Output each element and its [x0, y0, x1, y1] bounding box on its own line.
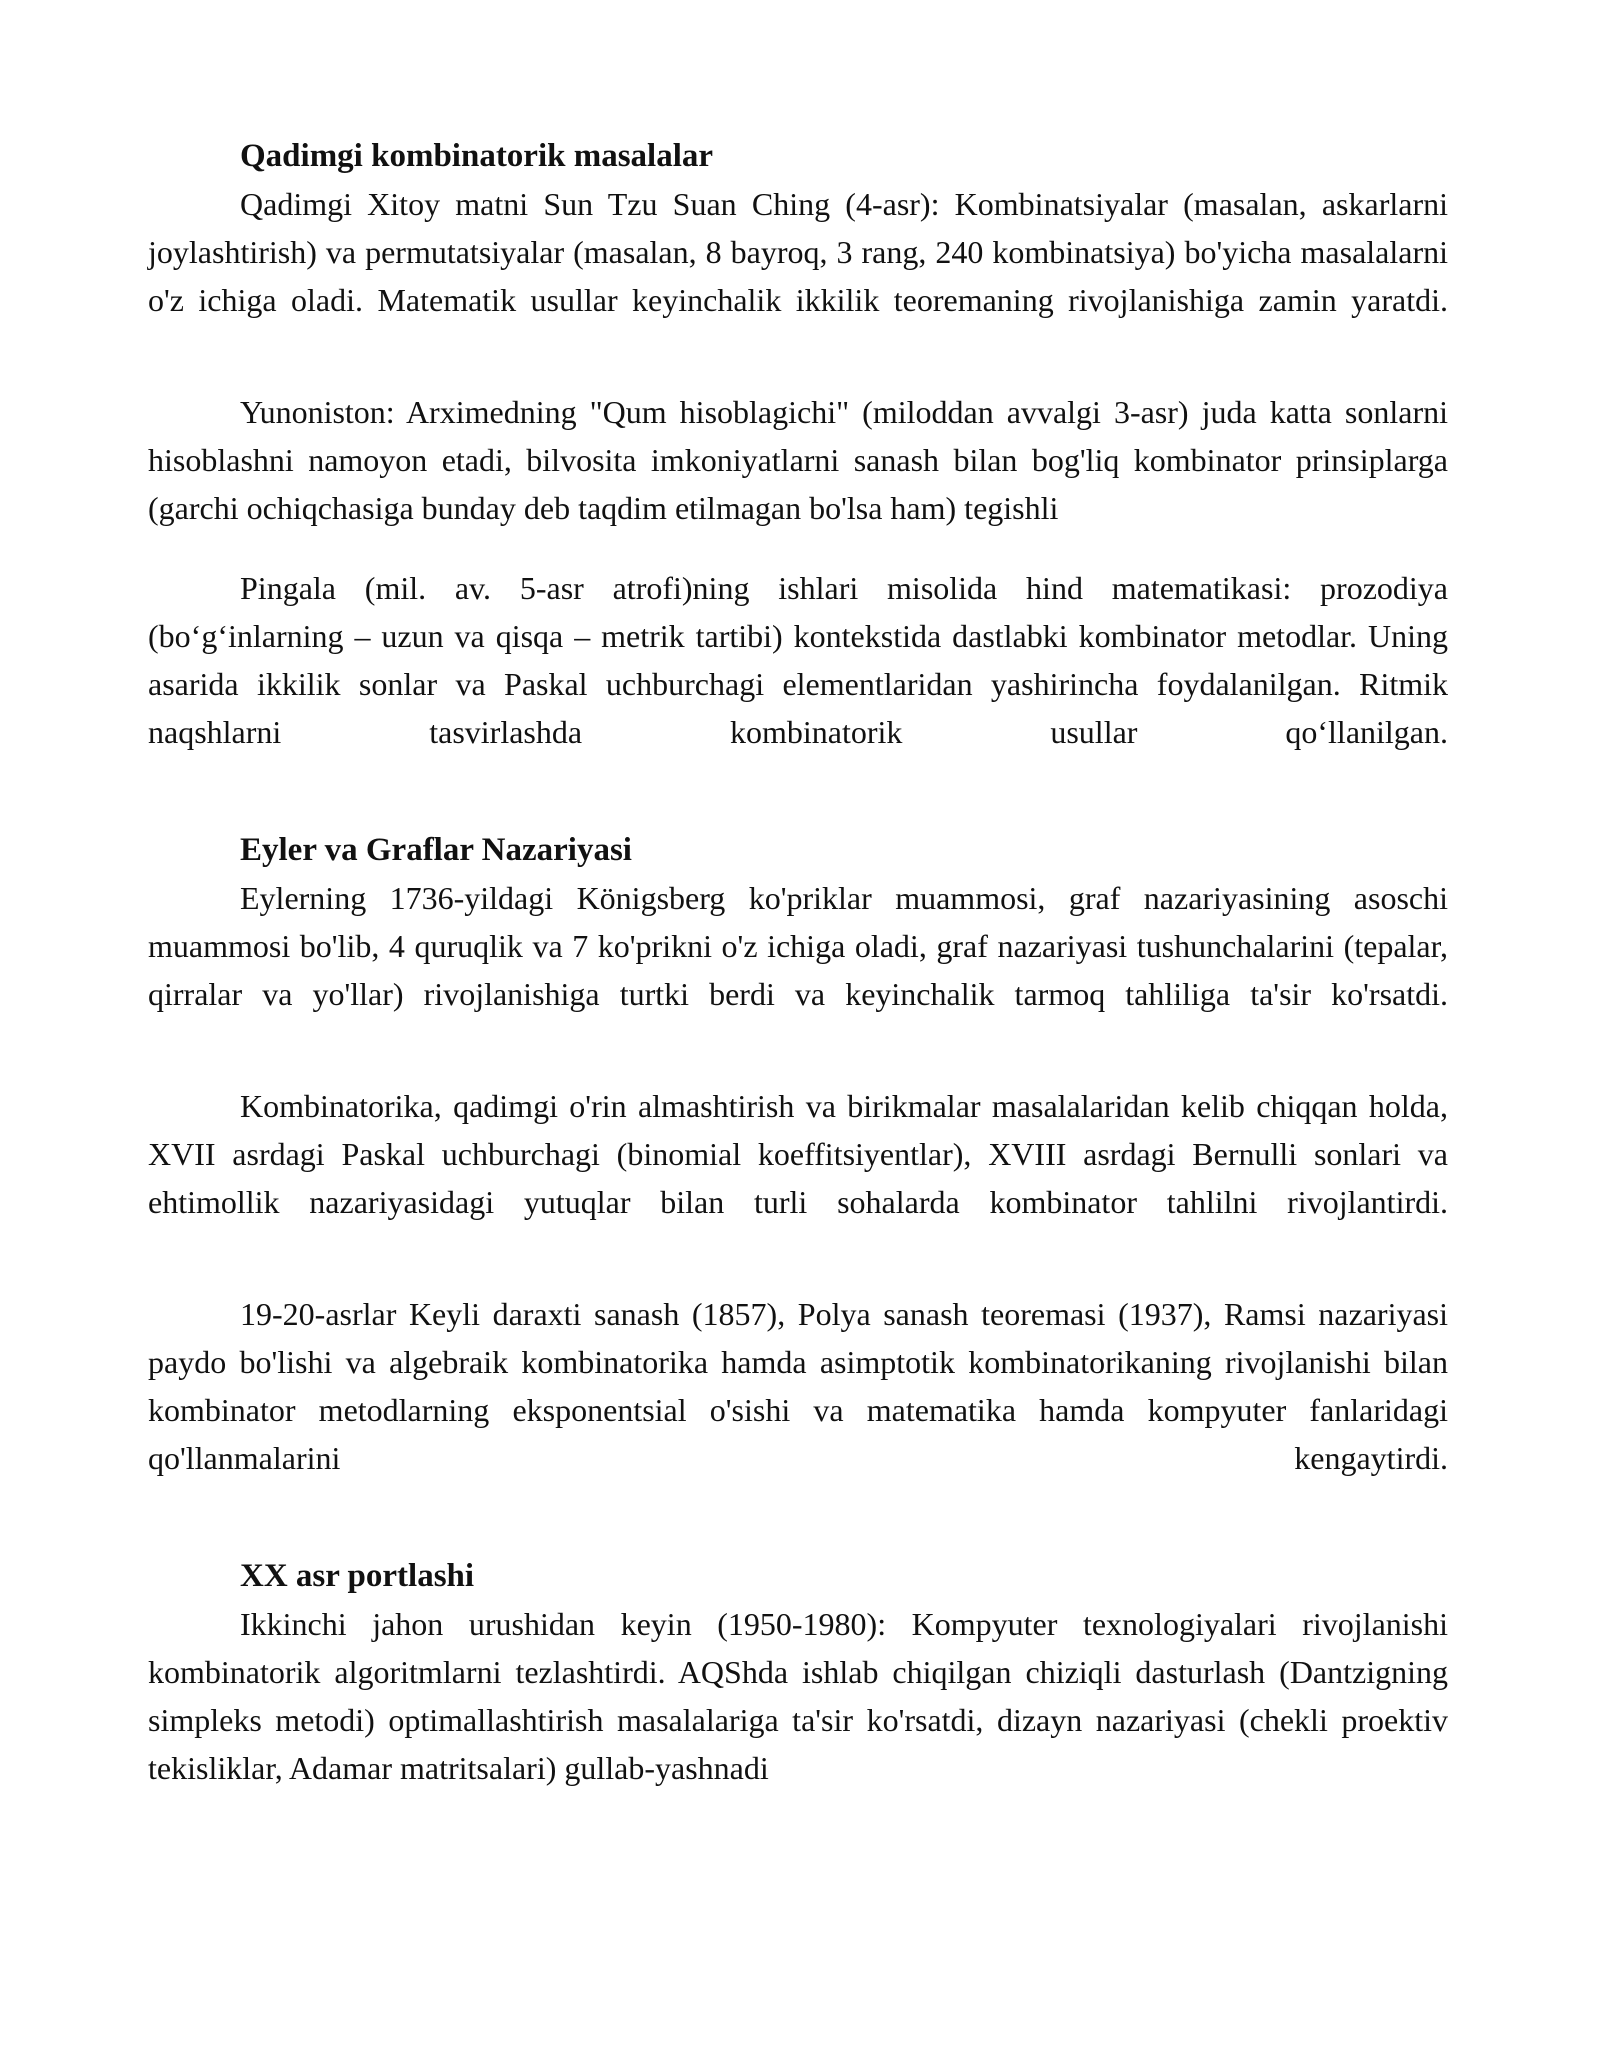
paragraph-konigsberg: Eylerning 1736-yildagi Königsberg ko'priklar muammosi, graf nazariyasining asoschi muammosi bo'lib, 4 quruqlik va 7 ko'prikni o'z ichiga oladi, graf nazariyasi tushunchalarini (tepalar, qirralar va yo'llar) rivojlanishiga turtki berdi va keyinchalik tarmoq tahliliga ta'sir ko'rsatdi. [148, 880, 1448, 1012]
document-page [148, 132, 1448, 1792]
paragraph-spacer [148, 324, 1448, 388]
paragraph-china: Qadimgi Xitoy matni Sun Tzu Suan Ching (4-asr): Kombinatsiyalar (masalan, askarlarni joylashtirish) va permutatsiyalar (masalan, 8 bayroq, 3 rang, 240 kombinatsiya) bo'yicha masalalarni o'z ichiga oladi. Matematik usullar keyinchalik ikkilik teoremaning rivojlanishiga zamin yaratdi. [148, 186, 1448, 318]
paragraph-19-20-centuries: 19-20-asrlar Keyli daraxti sanash (1857), Polya sanash teoremasi (1937), Ramsi nazariyasi paydo bo'lishi va algebraik kombinatorika hamda asimptotik kombinatorikaning rivojlanishi bilan kombinator metodlarning eksponentsial o'sishi va matematika hamda kompyuter fanlaridagi qo'llanmalarini kengaytirdi. [148, 1296, 1448, 1476]
section-spacer [148, 756, 1448, 826]
paragraph-greece: Yunoniston: Arximedning "Qum hisoblagichi" (miloddan avvalgi 3-asr) juda katta sonlarni hisoblashni namoyon etadi, bilvosita imkoniyatlarni sanash bilan bog'liq kombinator prinsiplarga (garchi ochiqchasiga bunday deb taqdim etilmagan bo'lsa ham) tegishli [148, 394, 1448, 526]
paragraph-combinatorics-history: Kombinatorika, qadimgi o'rin almashtirish va birikmalar masalalaridan kelib chiqqan holda, XVII asrdagi Paskal uchburchagi (binomial koeffitsiyentlar), XVIII asrdagi Bernulli sonlari va ehtimollik nazariyasidagi yutuqlar bilan turli sohalarda kombinator tahlilni rivojlantirdi. [148, 1088, 1448, 1220]
paragraph-spacer [148, 532, 1448, 564]
paragraph-pingala: Pingala (mil. av. 5-asr atrofi)ning ishlari misolida hind matematikasi: prozodiya (bo‘g‘inlarning – uzun va qisqa – metrik tartibi) kontekstida dastlabki kombinator metodlar. Uning asarida ikkilik sonlar va Paskal uchburchagi elementlaridan yashirincha foydalanilgan. Ritmik naqshlarni tasvirlashda kombinatorik usullar qo‘llanilgan. [148, 570, 1448, 750]
paragraph-post-war: Ikkinchi jahon urushidan keyin (1950-1980): Kompyuter texnologiyalari rivojlanishi kombinatorik algoritmlarni tezlashtirdi. AQShda ishlab chiqilgan chiziqli dasturlash (Dantzigning simpleks metodi) optimallashtirish masalalariga ta'sir ko'rsatdi, dizayn nazariyasi (chekli proektiv tekisliklar, Adamar matritsalari) gullab-yashnadi [148, 1606, 1448, 1786]
section-spacer [148, 1482, 1448, 1552]
section-heading-euler-graph-theory: Eyler va Graflar Nazariyasi [240, 832, 632, 868]
section-heading-ancient-problems: Qadimgi kombinatorik masalalar [240, 138, 714, 174]
paragraph-spacer [148, 1018, 1448, 1082]
paragraph-spacer [148, 1226, 1448, 1290]
section-heading-20th-century: XX asr portlashi [240, 1558, 475, 1594]
